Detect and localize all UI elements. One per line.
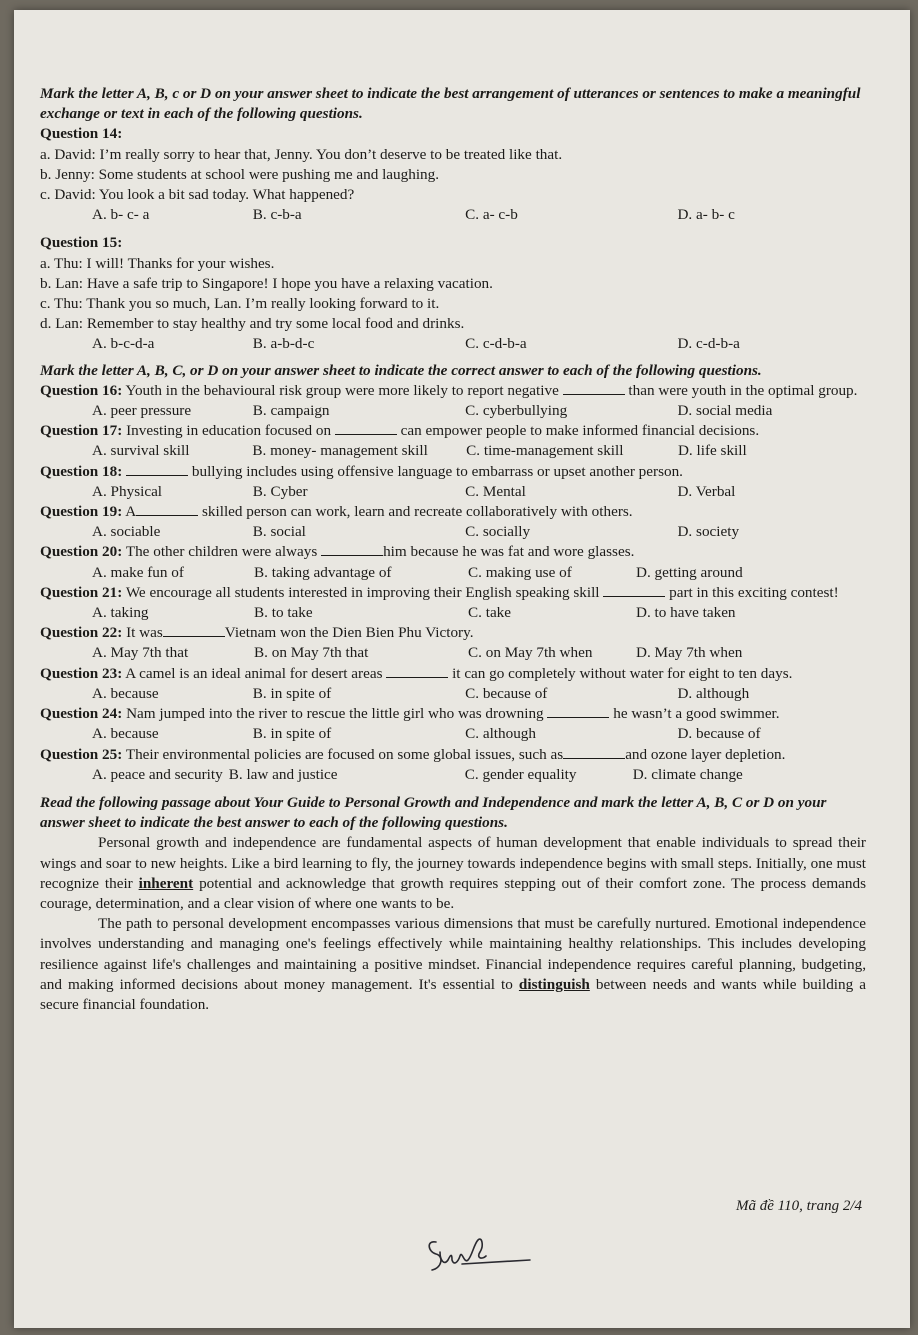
question-16 bbox=[40, 381, 866, 421]
option-b[interactable]: B. Cyber bbox=[252, 482, 308, 500]
answer-blank bbox=[386, 665, 448, 678]
question-text-cont: him because he was fat and wore glasses. bbox=[383, 543, 635, 561]
dialogue-line: b. Jenny: Some students at school were pushing me and laughing. bbox=[40, 165, 440, 183]
option-c[interactable]: C. a- c-b bbox=[465, 206, 518, 224]
answer-blank bbox=[563, 746, 625, 759]
question-text-cont: Vietnam won the Dien Bien Phu Victory. bbox=[224, 624, 474, 642]
option-a[interactable]: A. because bbox=[92, 725, 159, 743]
answer-blank bbox=[163, 624, 225, 637]
option-d[interactable]: D. climate change bbox=[632, 765, 743, 783]
question-label: Question 24: bbox=[40, 705, 123, 723]
question-text-cont: he wasn’t a good swimmer. bbox=[613, 705, 780, 723]
question-text: We encourage all students interested in improving their English speaking skill bbox=[125, 583, 600, 601]
answer-blank bbox=[136, 503, 198, 516]
question-label: Question 14: bbox=[40, 125, 123, 143]
question-label: Question 22: bbox=[40, 624, 123, 642]
question-text-cont: than were youth in the optimal group. bbox=[628, 381, 858, 399]
question-label: Question 25: bbox=[40, 745, 123, 763]
question-text: Their environmental policies are focused on some global issues, such as bbox=[125, 745, 564, 763]
option-d[interactable]: D. c-d-b-a bbox=[677, 335, 740, 353]
answer-options bbox=[40, 334, 866, 354]
option-a[interactable]: A. peer pressure bbox=[92, 402, 192, 420]
option-b[interactable]: B. money- management skill bbox=[252, 442, 428, 460]
question-23 bbox=[40, 664, 866, 704]
instruction-correct-answer: Mark the letter A, B, C, or D on your answer sheet to indicate the correct answer to each of the following questions. bbox=[40, 361, 762, 379]
option-b[interactable]: B. a-b-d-c bbox=[252, 335, 315, 353]
question-label: Question 23: bbox=[40, 664, 123, 682]
question-text-cont: can empower people to make informed financial decisions. bbox=[400, 422, 760, 440]
answer-blank bbox=[547, 705, 609, 718]
question-20 bbox=[40, 542, 866, 582]
option-d[interactable]: D. life skill bbox=[677, 442, 747, 460]
question-text-cont: it can go completely without water for eight to ten days. bbox=[452, 664, 793, 682]
option-c[interactable]: C. because of bbox=[465, 684, 548, 702]
passage-text: between needs and wants while building a secure financial foundation. bbox=[40, 975, 867, 1013]
instruction-arrangement: Mark the letter A, B, c or D on your answer sheet to indicate the best arrangement of utterances or sentences to make a meaningful exchange or text in each of the following questions. bbox=[40, 85, 861, 123]
question-22 bbox=[40, 623, 866, 663]
option-c[interactable]: C. making use of bbox=[468, 563, 572, 581]
option-b[interactable]: B. c-b-a bbox=[252, 206, 302, 224]
dialogue-line: d. Lan: Remember to stay healthy and try some local food and drinks. bbox=[40, 315, 465, 333]
dialogue-line: b. Lan: Have a safe trip to Singapore! I hope you have a relaxing vacation. bbox=[40, 274, 493, 292]
option-b[interactable]: B. in spite of bbox=[252, 684, 332, 702]
option-d[interactable]: D. society bbox=[677, 523, 740, 541]
answer-options bbox=[40, 603, 866, 623]
option-c[interactable]: C. c-d-b-a bbox=[465, 335, 527, 353]
option-b[interactable]: B. law and justice bbox=[228, 765, 338, 783]
option-b[interactable]: B. on May 7th that bbox=[254, 644, 369, 662]
passage-text: Personal growth and independence are fundamental aspects of human development that enable individuals to spread their wings and soar to new heights. Like a bird learning to fly, the journey towards independence begins with small steps. Initially, one must recognize their bbox=[40, 834, 866, 892]
dialogue-line: a. Thu: I will! Thanks for your wishes. bbox=[40, 254, 275, 272]
answer-options bbox=[40, 441, 866, 461]
option-a[interactable]: A. because bbox=[92, 684, 159, 702]
question-text-cont: and ozone layer depletion. bbox=[625, 745, 786, 763]
passage-text: The path to personal development encompasses various dimensions that must be carefully nurtured. Emotional independence involves understanding and managing one's feelings effectively while maintaining healthy relationships. This includes developing resilience against life's challenges and maintaining a positive mindset. Financial independence requires careful planning, budgeting, and making informed decisions about money management. It's essential to bbox=[40, 915, 866, 993]
option-c[interactable]: C. on May 7th when bbox=[468, 644, 593, 662]
answer-options bbox=[40, 563, 866, 583]
passage-paragraph-1 bbox=[40, 833, 866, 914]
question-19 bbox=[40, 502, 866, 542]
question-15 bbox=[40, 233, 866, 354]
question-24 bbox=[40, 704, 866, 744]
question-text: The other children were always bbox=[125, 543, 318, 561]
highlighted-word-distinguish: distinguish bbox=[518, 975, 590, 993]
option-b[interactable]: B. to take bbox=[254, 604, 313, 622]
question-21 bbox=[40, 583, 866, 623]
answer-blank bbox=[563, 382, 625, 395]
answer-options bbox=[40, 205, 866, 225]
option-c[interactable]: C. take bbox=[468, 604, 512, 622]
question-25 bbox=[40, 745, 866, 785]
question-label: Question 16: bbox=[40, 381, 123, 399]
answer-options bbox=[40, 401, 866, 421]
dialogue-line: c. David: You look a bit sad today. What happened? bbox=[40, 186, 355, 204]
option-d[interactable]: D. social media bbox=[677, 402, 773, 420]
answer-options bbox=[40, 643, 866, 663]
question-text: It was bbox=[126, 624, 163, 642]
exam-page bbox=[40, 84, 866, 1015]
question-label: Question 20: bbox=[40, 543, 123, 561]
question-text: Investing in education focused on bbox=[126, 422, 332, 440]
exam-sheet bbox=[14, 10, 910, 1328]
question-text: Nam jumped into the river to rescue the little girl who was drowning bbox=[126, 705, 544, 723]
dialogue-line: c. Thu: Thank you so much, Lan. I’m really looking forward to it. bbox=[40, 295, 440, 313]
highlighted-word-inherent: inherent bbox=[138, 874, 194, 892]
option-c[interactable]: C. Mental bbox=[465, 482, 526, 500]
option-b[interactable]: B. in spite of bbox=[252, 725, 332, 743]
option-d[interactable]: D. although bbox=[677, 684, 750, 702]
option-d[interactable]: D. because of bbox=[677, 725, 761, 743]
question-text-cont: bullying includes using offensive language to embarrass or upset another person. bbox=[191, 462, 683, 480]
answer-options bbox=[40, 522, 866, 542]
instruction-reading: Read the following passage about Your Guide to Personal Growth and Independence and mark the letter A, B, C or D on your answer sheet to indicate the best answer to each of the following questions. bbox=[40, 793, 827, 832]
option-d[interactable]: D. Verbal bbox=[677, 482, 736, 500]
answer-blank bbox=[335, 422, 397, 435]
passage-text: potential and acknowledge that growth requires stepping out of their comfort zone. The process demands courage, determination, and a clear vision of where one wants to be. bbox=[40, 874, 866, 912]
option-a[interactable]: A. b- c- a bbox=[92, 206, 150, 224]
option-c[interactable]: C. although bbox=[465, 725, 536, 743]
option-c[interactable]: C. socially bbox=[465, 523, 531, 541]
option-c[interactable]: C. time-management skill bbox=[466, 442, 624, 460]
option-b[interactable]: B. taking advantage of bbox=[254, 563, 392, 581]
question-17 bbox=[40, 421, 866, 461]
option-d[interactable]: D. getting around bbox=[636, 563, 743, 581]
question-label: Question 15: bbox=[40, 234, 123, 252]
question-14 bbox=[40, 124, 866, 225]
question-text-cont: skilled person can work, learn and recreate collaboratively with others. bbox=[202, 503, 633, 521]
option-b[interactable]: B. campaign bbox=[252, 402, 330, 420]
option-a[interactable]: A. Physical bbox=[92, 482, 163, 500]
question-text: Youth in the behavioural risk group were more likely to report negative bbox=[125, 381, 559, 399]
question-18 bbox=[40, 462, 866, 502]
option-d[interactable]: D. to have taken bbox=[636, 604, 736, 622]
option-c[interactable]: C. gender equality bbox=[464, 765, 577, 783]
answer-blank bbox=[126, 463, 188, 476]
question-text: A camel is an ideal animal for desert areas bbox=[125, 664, 383, 682]
answer-options bbox=[40, 684, 866, 704]
option-c[interactable]: C. cyberbullying bbox=[465, 402, 568, 420]
answer-blank bbox=[603, 584, 665, 597]
page-footer: Mã đề 110, trang 2/4 bbox=[736, 1198, 862, 1214]
option-a[interactable]: A. survival skill bbox=[92, 442, 190, 460]
question-label: Question 19: bbox=[40, 503, 123, 521]
dialogue-line: a. David: I’m really sorry to hear that, Jenny. You don’t deserve to be treated like that. bbox=[40, 145, 563, 163]
option-a[interactable]: A. sociable bbox=[92, 523, 161, 541]
option-a[interactable]: A. b-c-d-a bbox=[92, 335, 155, 353]
answer-blank bbox=[321, 543, 383, 556]
question-label: Question 21: bbox=[40, 583, 123, 601]
option-d[interactable]: D. a- b- c bbox=[677, 206, 735, 224]
option-a[interactable]: A. make fun of bbox=[92, 563, 184, 581]
passage-paragraph-2 bbox=[40, 914, 866, 1015]
option-a[interactable]: A. peace and security bbox=[92, 765, 223, 783]
question-label: Question 17: bbox=[40, 422, 123, 440]
option-a[interactable]: A. taking bbox=[92, 604, 149, 622]
option-a[interactable]: A. May 7th that bbox=[92, 644, 189, 662]
answer-options bbox=[40, 482, 866, 502]
answer-options bbox=[40, 724, 866, 744]
handwritten-signature bbox=[422, 1230, 532, 1280]
answer-options bbox=[40, 765, 866, 785]
question-text: A bbox=[125, 503, 137, 521]
question-text-cont: part in this exciting contest! bbox=[669, 583, 839, 601]
reading-passage bbox=[40, 833, 866, 1015]
question-label: Question 18: bbox=[40, 462, 123, 480]
option-d[interactable]: D. May 7th when bbox=[636, 644, 743, 662]
option-b[interactable]: B. social bbox=[252, 523, 306, 541]
